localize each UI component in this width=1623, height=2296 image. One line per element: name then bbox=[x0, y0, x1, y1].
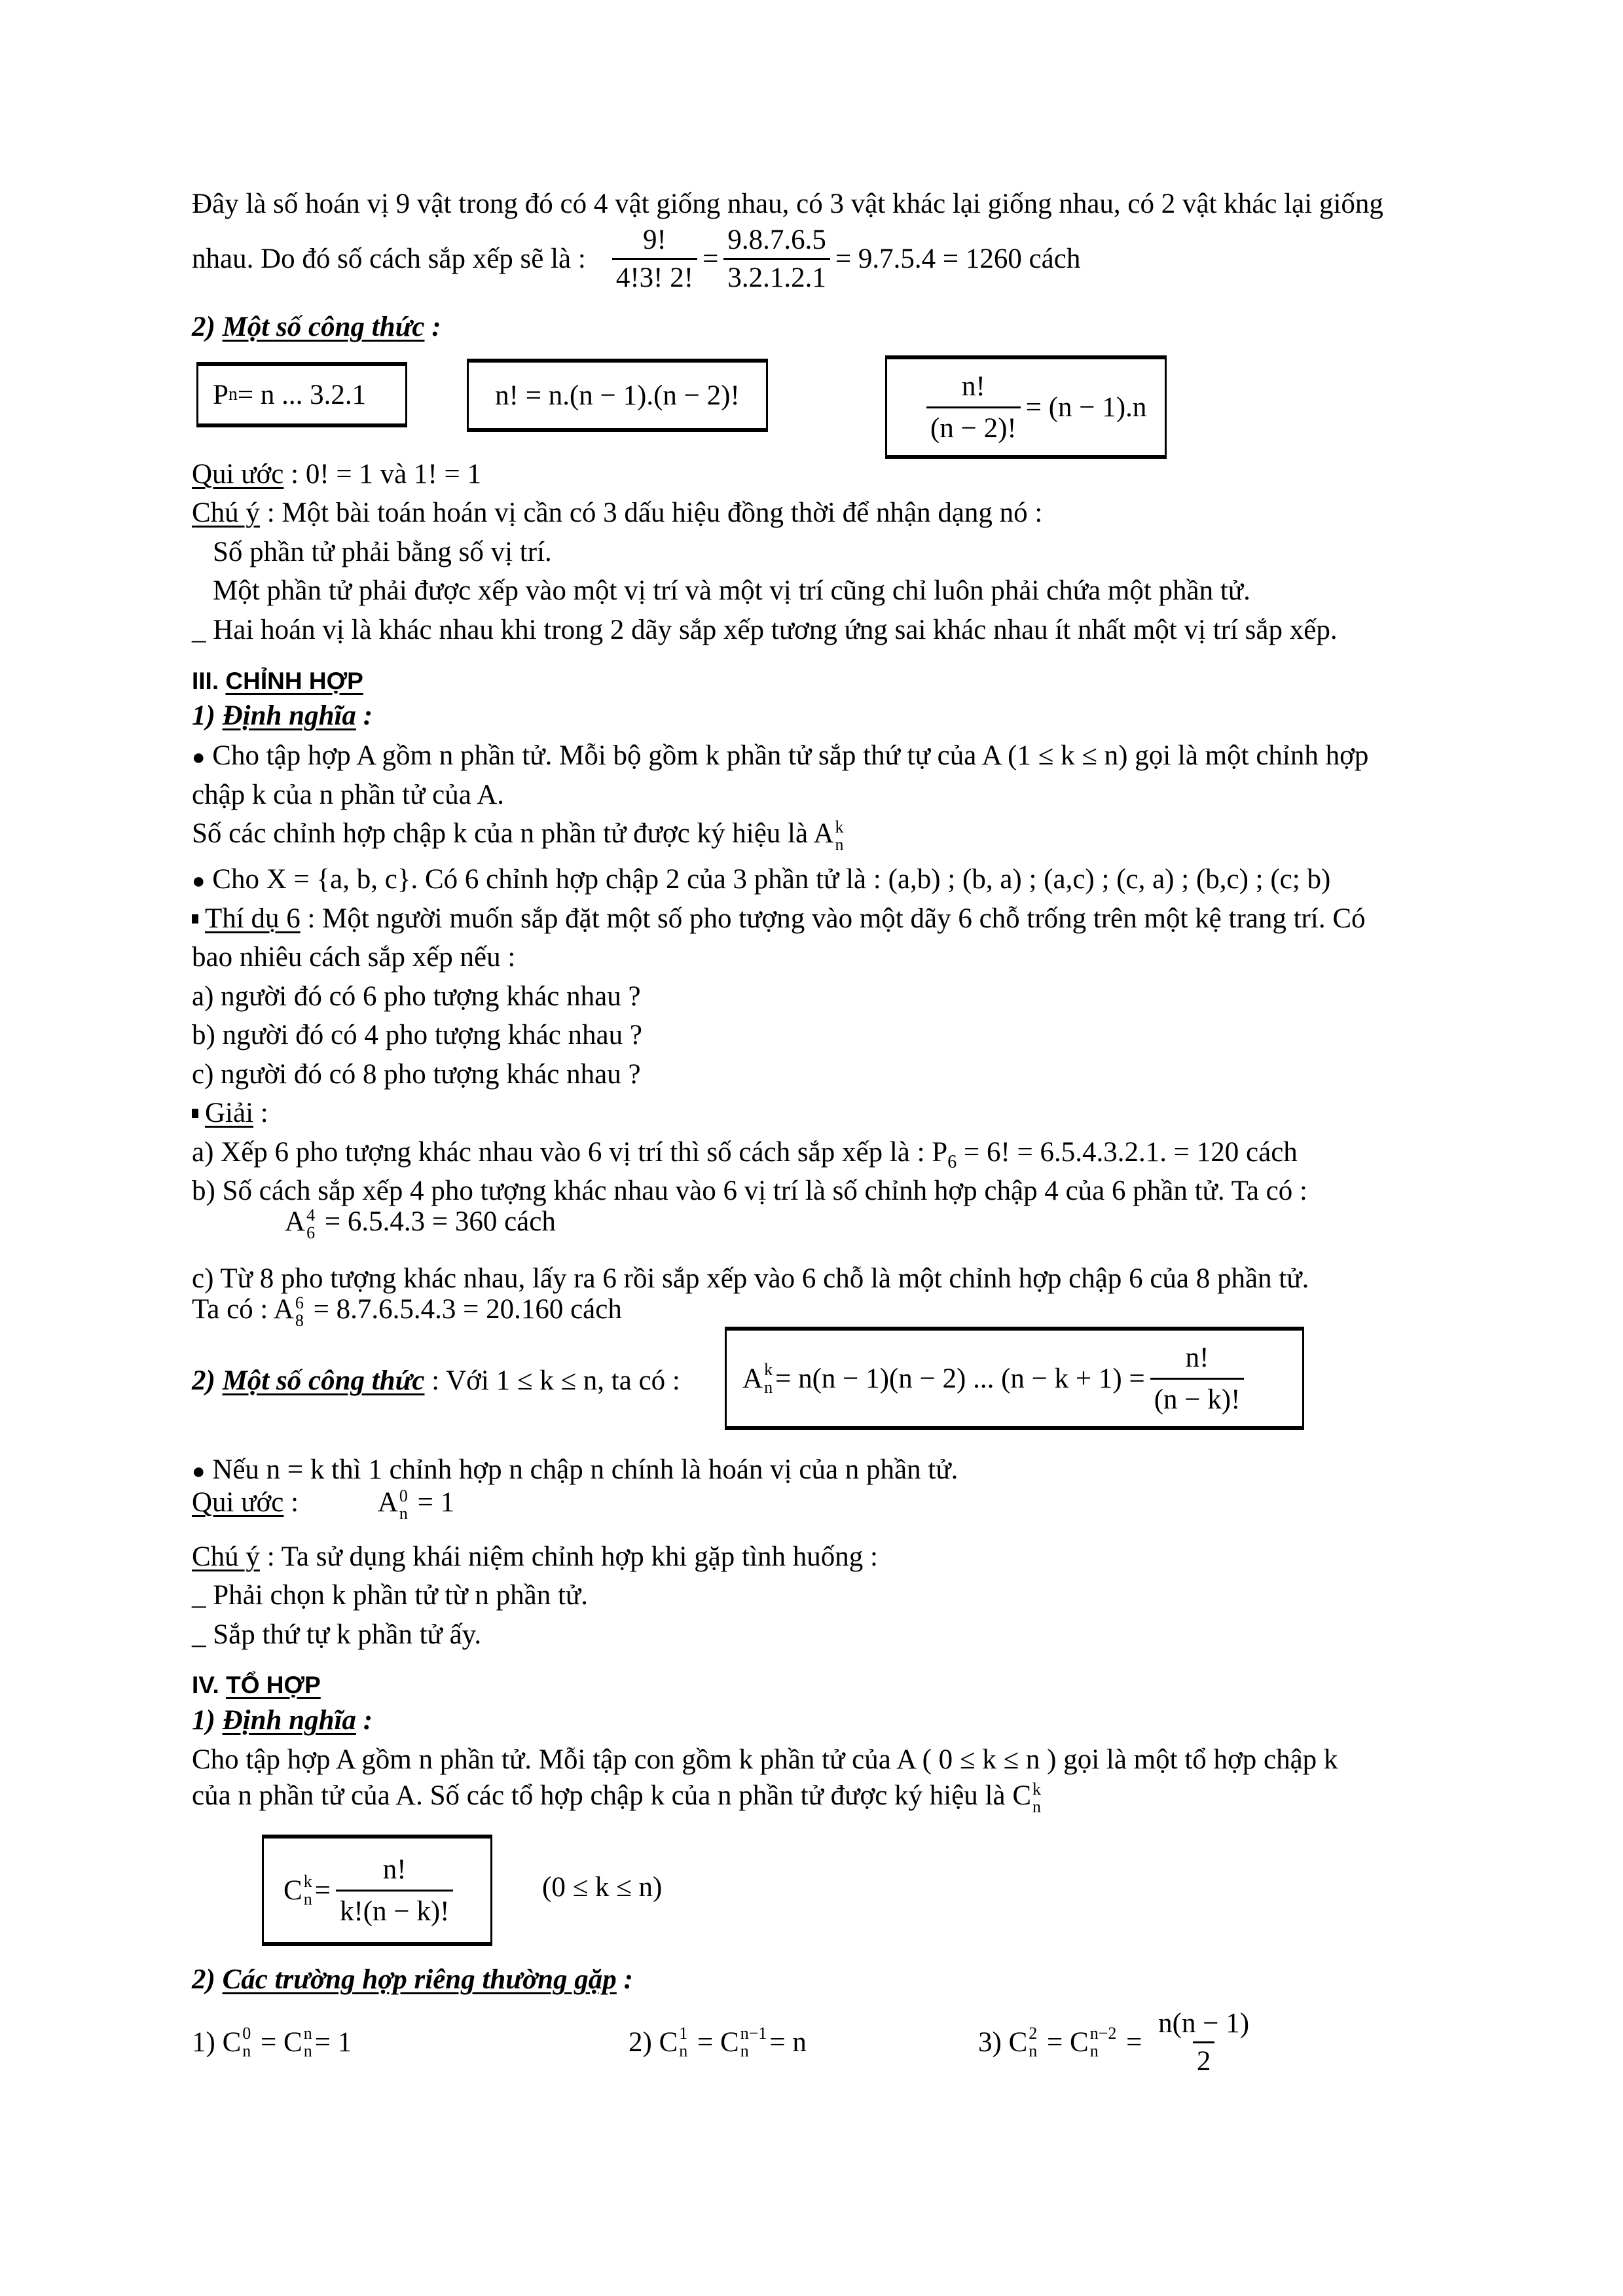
subscript: n bbox=[679, 2041, 688, 2060]
superscript: k bbox=[764, 1359, 773, 1379]
chu-y-item: _ Hai hoán vị là khác nhau khi trong 2 dãy sắp xếp tương ứng sai khác nhau ít nhất một vị trí sắp xếp. bbox=[192, 615, 1338, 645]
solution-c-formula bbox=[192, 1294, 622, 1330]
fraction-denominator: (n − k)! bbox=[1150, 1378, 1245, 1416]
qui-uoc-colon: : bbox=[283, 1487, 299, 1518]
section-3-heading bbox=[192, 669, 363, 693]
hoan-vi-formulas-heading bbox=[192, 313, 441, 341]
superscript: 4 bbox=[306, 1206, 316, 1225]
subscript: n bbox=[1032, 1797, 1042, 1817]
indices bbox=[764, 1361, 773, 1397]
special-cases-heading bbox=[192, 1965, 633, 1994]
intro-line-2-prefix: nhau. Do đó số cách sắp xếp sẽ là : bbox=[192, 243, 586, 274]
subscript: 6 bbox=[947, 1152, 957, 1172]
chu-y-label: Chú ý bbox=[192, 1541, 260, 1572]
superscript: 2 bbox=[1029, 2023, 1038, 2043]
fraction-n-over-n-minus-2 bbox=[926, 370, 1021, 444]
thi-du-label: Thí dụ 6 bbox=[205, 903, 301, 934]
definition-line: Cho tập hợp A gồm n phần tử. Mỗi tập con gồm k phần tử của A ( 0 ≤ k ≤ n ) gọi là một tổ hợp chập k bbox=[192, 1744, 1338, 1775]
notation-line bbox=[192, 818, 847, 854]
heading-label: Định nghĩa bbox=[222, 1705, 356, 1736]
formula-box-factorial bbox=[467, 359, 768, 432]
symbol-C: C bbox=[283, 2026, 302, 2058]
fraction-numerator: n! bbox=[961, 370, 985, 402]
indices bbox=[304, 1873, 312, 1909]
heading-label: Một số công thức bbox=[222, 1365, 425, 1396]
case-result: = n bbox=[769, 2026, 807, 2058]
equals-sign: = bbox=[702, 243, 719, 274]
chu-y-item: Một phần tử phải được xếp vào một vị trí và một vị trí cũng chỉ luôn phải chứa một phần tử. bbox=[213, 575, 1250, 606]
superscript: 1 bbox=[679, 2023, 688, 2043]
note-line bbox=[192, 1456, 958, 1484]
heading-number: 2) bbox=[192, 1964, 215, 1995]
subscript: n bbox=[303, 2041, 312, 2060]
formula-product: = n(n − 1)(n − 2) ... (n − k + 1) = bbox=[775, 1363, 1145, 1394]
heading-label: Định nghĩa bbox=[222, 700, 356, 731]
qui-uoc-label: Qui ước bbox=[192, 1487, 284, 1518]
bullet-icon: ● bbox=[192, 745, 206, 770]
fraction-numerator: n(n − 1) bbox=[1158, 2007, 1250, 2039]
section-3-definition-heading bbox=[192, 702, 373, 730]
question-item: b) người đó có 4 pho tượng khác nhau ? bbox=[192, 1020, 642, 1050]
formula-box-combination bbox=[262, 1835, 492, 1946]
equals-sign: = bbox=[253, 2026, 284, 2058]
indices bbox=[242, 2024, 251, 2060]
definition-line-2 bbox=[192, 1780, 1044, 1816]
subscript: n bbox=[1029, 2041, 1038, 2060]
subscript: n bbox=[1089, 2041, 1099, 2060]
note-text: Nếu n = k thì 1 chỉnh hợp n chập n chính là hoán vị của n phần tử. bbox=[212, 1454, 958, 1485]
qui-uoc-label: Qui ước bbox=[192, 459, 284, 490]
qui-uoc-result: = 1 bbox=[410, 1487, 455, 1518]
definition-text: của n phần tử của A. Số các tổ hợp chập k của n phần tử được ký hiệu là C bbox=[192, 1780, 1032, 1812]
superscript: k bbox=[1032, 1780, 1042, 1799]
formula-P-rest: = n ... 3.2.1 bbox=[237, 379, 367, 410]
square-bullet-icon bbox=[192, 1109, 198, 1118]
formula-condition: : Với 1 ≤ k ≤ n, ta có : bbox=[424, 1365, 680, 1396]
formula-P-subscript: n bbox=[228, 384, 238, 404]
indices bbox=[295, 1294, 304, 1330]
intro-line-1: Đây là số hoán vị 9 vật trong đó có 4 vật giống nhau, có 3 vật khác lại giống nhau, có 2 vật khác lại giống bbox=[192, 188, 1383, 219]
superscript: 0 bbox=[242, 2023, 251, 2043]
indices bbox=[740, 2024, 767, 2060]
combination-condition: (0 ≤ k ≤ n) bbox=[542, 1872, 663, 1903]
special-case-2 bbox=[629, 2016, 807, 2068]
equals-sign: = bbox=[690, 2026, 721, 2058]
indices bbox=[679, 2024, 687, 2060]
section-roman: IV. bbox=[192, 1672, 219, 1698]
section-title: TỔ HỢP bbox=[226, 1672, 321, 1698]
solution-c-result: = 8.7.6.5.4.3 = 20.160 cách bbox=[306, 1294, 622, 1325]
indices bbox=[1090, 2024, 1117, 2060]
case-index: 1) bbox=[192, 2026, 215, 2058]
subscript: n bbox=[399, 1504, 408, 1524]
fraction-numerator: 9! bbox=[643, 224, 666, 255]
fraction-denominator: 4!3! 2! bbox=[612, 258, 697, 292]
section-4-definition-heading bbox=[192, 1706, 373, 1734]
fraction-denominator: (n − 2)! bbox=[926, 406, 1021, 444]
thi-du-line bbox=[192, 905, 1366, 933]
superscript: k bbox=[303, 1871, 312, 1891]
symbol-C: C bbox=[283, 1874, 302, 1906]
square-bullet-icon bbox=[192, 914, 198, 924]
fraction-n-over-n-minus-k bbox=[1150, 1342, 1245, 1416]
symbol-C: C bbox=[222, 2026, 242, 2058]
bullet-icon: ● bbox=[192, 1460, 206, 1484]
chu-y-text: : Ta sử dụng khái niệm chỉnh hợp khi gặp tình huống : bbox=[259, 1541, 878, 1572]
heading-label: Một số công thức bbox=[222, 312, 425, 342]
solution-b-formula bbox=[285, 1206, 556, 1242]
fraction-numerator: n! bbox=[382, 1854, 407, 1885]
section-title: CHỈNH HỢP bbox=[225, 668, 363, 694]
symbol-C: C bbox=[720, 2026, 739, 2058]
heading-number: 1) bbox=[192, 700, 215, 731]
subscript: n bbox=[242, 2041, 251, 2060]
definition-line-2: chập k của n phần tử của A. bbox=[192, 780, 505, 810]
definition-line bbox=[192, 742, 1368, 770]
subscript: n bbox=[303, 1890, 312, 1909]
bullet-icon: ● bbox=[192, 869, 206, 893]
chu-y-line-2 bbox=[192, 1543, 878, 1571]
superscript: k bbox=[835, 817, 844, 836]
intro-line-2 bbox=[192, 219, 1080, 298]
notation-text: Số các chỉnh hợp chập k của n phần tử được ký hiệu là A bbox=[192, 818, 834, 850]
heading-colon: : bbox=[616, 1964, 633, 1995]
solution-a bbox=[192, 1138, 1298, 1172]
example-line bbox=[192, 865, 1330, 893]
equals-sign: = bbox=[1040, 2026, 1070, 2058]
special-case-3 bbox=[978, 1996, 1258, 2088]
subscript: 6 bbox=[306, 1223, 316, 1243]
fraction-numerator: 9.8.7.6.5 bbox=[727, 224, 826, 255]
section-roman: III. bbox=[192, 668, 219, 694]
qui-uoc-text: : 0! = 1 và 1! = 1 bbox=[283, 459, 482, 490]
chu-y-label: Chú ý bbox=[192, 497, 260, 528]
equals-sign: = bbox=[1119, 2026, 1150, 2058]
chu-y-item: Số phần tử phải bằng số vị trí. bbox=[213, 537, 552, 567]
symbol-A: A bbox=[285, 1206, 306, 1238]
formula-factorial: n! = n.(n − 1).(n − 2)! bbox=[495, 380, 740, 411]
indices bbox=[304, 2024, 312, 2060]
fraction-denominator: 3.2.1.2.1 bbox=[723, 258, 830, 292]
thi-du-line-2: bao nhiêu cách sắp xếp nếu : bbox=[192, 942, 516, 973]
heading-number: 2) bbox=[192, 312, 215, 342]
formula-box-arrangement bbox=[725, 1327, 1304, 1430]
definition-text: Cho tập hợp A gồm n phần tử. Mỗi bộ gồm k phần tử sắp thứ tự của A (1 ≤ k ≤ n) gọi là một chỉnh hợp bbox=[212, 740, 1369, 771]
heading-colon: : bbox=[356, 1705, 373, 1736]
giai-label: Giải bbox=[205, 1098, 254, 1128]
solution-b: b) Số cách sắp xếp 4 pho tượng khác nhau vào 6 vị trí là số chỉnh hợp chập 4 của 6 phần tử. Ta có : bbox=[192, 1175, 1307, 1206]
fraction-expanded bbox=[723, 226, 830, 292]
solution-b-result: = 6.5.4.3 = 360 cách bbox=[318, 1206, 556, 1238]
heading-number: 2) bbox=[192, 1365, 215, 1396]
heading-colon: : bbox=[424, 312, 441, 342]
thi-du-text: : Một người muốn sắp đặt một số pho tượng vào một dãy 6 chỗ trống trên một kệ trang trí. Có bbox=[300, 903, 1366, 934]
subscript: n bbox=[740, 2041, 749, 2060]
chu-y-item: _ Phải chọn k phần tử từ n phần tử. bbox=[192, 1580, 588, 1611]
heading-colon: : bbox=[356, 700, 373, 731]
indices bbox=[1032, 1780, 1041, 1816]
solution-c-prefix: Ta có : A bbox=[192, 1294, 294, 1325]
question-item: a) người đó có 6 pho tượng khác nhau ? bbox=[192, 981, 641, 1012]
superscript: n−2 bbox=[1089, 2023, 1117, 2043]
subscript: 8 bbox=[295, 1311, 304, 1331]
subscript: n bbox=[835, 835, 844, 855]
formula-box-permutation bbox=[196, 362, 407, 427]
section-4-heading bbox=[192, 1673, 321, 1697]
example-text: Cho X = {a, b, c}. Có 6 chỉnh hợp chập 2 của 3 phần tử là : (a,b) ; (b, a) ; (a,c) ; (c, a) ; (b,c) ; (c; b) bbox=[212, 864, 1331, 895]
solution-a-suffix: = 6! = 6.5.4.3.2.1. = 120 cách bbox=[957, 1137, 1298, 1168]
fraction-combination bbox=[336, 1854, 454, 1928]
case-result: = 1 bbox=[314, 2026, 352, 2058]
fraction-n-n-minus-1-over-2 bbox=[1154, 2009, 1253, 2075]
indices bbox=[306, 1206, 315, 1242]
solution-a-prefix: a) Xếp 6 pho tượng khác nhau vào 6 vị trí thì số cách sắp xếp là : P bbox=[192, 1137, 948, 1168]
case-index: 3) bbox=[978, 2026, 1002, 2058]
notation-indices bbox=[835, 818, 844, 854]
equals-sign: = bbox=[314, 1874, 331, 1906]
heading-number: 1) bbox=[192, 1705, 215, 1736]
symbol-A: A bbox=[742, 1363, 763, 1394]
heading-label: Các trường hợp riêng thường gặp bbox=[222, 1964, 617, 1995]
fraction-numerator: n! bbox=[1185, 1342, 1209, 1373]
giai-colon: : bbox=[253, 1098, 268, 1128]
qui-uoc-line-2 bbox=[192, 1487, 454, 1523]
question-item: c) người đó có 8 pho tượng khác nhau ? bbox=[192, 1059, 641, 1090]
fraction-denominator: 2 bbox=[1193, 2041, 1215, 2075]
solution-c: c) Từ 8 pho tượng khác nhau, lấy ra 6 rồi sắp xếp vào 6 chỗ là một chỉnh hợp chập 6 của 8 phần tử. bbox=[192, 1263, 1309, 1294]
superscript: 6 bbox=[295, 1293, 304, 1312]
indices bbox=[1029, 2024, 1037, 2060]
superscript: 0 bbox=[399, 1486, 408, 1505]
intro-result: = 9.7.5.4 = 1260 cách bbox=[835, 243, 1081, 274]
special-case-1 bbox=[192, 2016, 352, 2068]
qui-uoc-line bbox=[192, 460, 481, 488]
formula-ratio-rest: = (n − 1).n bbox=[1025, 391, 1147, 423]
superscript: n bbox=[303, 2023, 312, 2043]
symbol-C: C bbox=[1070, 2026, 1089, 2058]
fraction-denominator: k!(n − k)! bbox=[336, 1890, 454, 1928]
symbol-C: C bbox=[1008, 2026, 1028, 2058]
superscript: n−1 bbox=[740, 2023, 767, 2043]
formula-P: P bbox=[213, 379, 228, 410]
chu-y-line bbox=[192, 499, 1042, 527]
chu-y-item: _ Sắp thứ tự k phần tử ấy. bbox=[192, 1619, 482, 1650]
symbol-C: C bbox=[659, 2026, 678, 2058]
symbol-A: A bbox=[377, 1487, 398, 1518]
giai-line bbox=[192, 1099, 268, 1127]
arrangement-formula-line bbox=[192, 1367, 680, 1395]
formula-box-ratio bbox=[885, 355, 1167, 459]
indices bbox=[399, 1487, 408, 1523]
chu-y-text: : Một bài toán hoán vị cần có 3 dấu hiệu đồng thời để nhận dạng nó : bbox=[259, 497, 1043, 528]
case-index: 2) bbox=[629, 2026, 652, 2058]
fraction-9-factorial bbox=[612, 226, 697, 292]
subscript: n bbox=[764, 1378, 773, 1397]
